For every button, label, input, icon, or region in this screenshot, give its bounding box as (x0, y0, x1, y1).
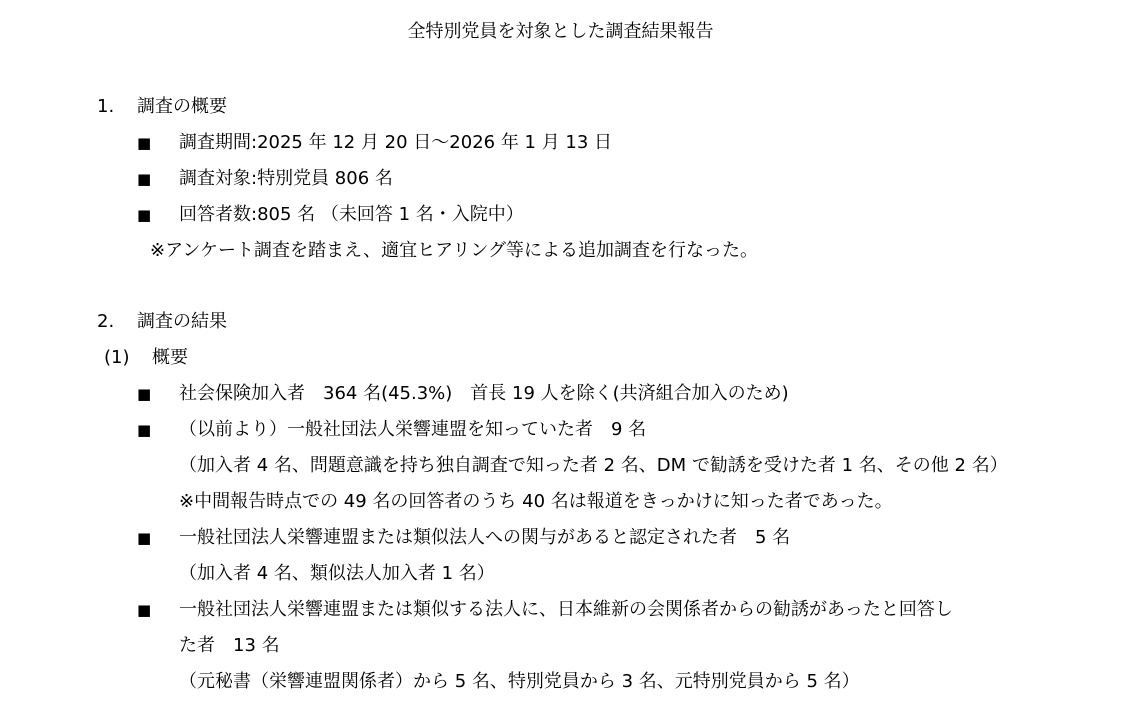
list-item (137, 382, 789, 406)
black-square-bullet-icon: ■ (137, 206, 152, 224)
black-square-bullet-icon: ■ (137, 134, 152, 152)
black-square-bullet-icon: ■ (137, 529, 152, 547)
section-title: 調査の概要 (137, 96, 227, 117)
black-square-bullet-icon: ■ (137, 421, 152, 439)
list-item-text: 一般社団法人栄響連盟または類似する法人に、日本維新の会関係者からの勧誘があったと回答し (179, 599, 953, 620)
section-number: 2. (97, 311, 115, 332)
subsection-heading (104, 346, 188, 370)
section-2-heading (97, 310, 227, 334)
section-note: ※アンケート調査を踏まえ、適宜ヒアリング等による追加調査を行なった。 (150, 240, 758, 261)
list-item (137, 598, 953, 622)
subsection-number: (1) (104, 347, 130, 368)
list-item-note: ※中間報告時点での 49 名の回答者のうち 40 名は報道をきっかけに知った者であった。 (179, 491, 893, 512)
list-item-continuation: （加入者 4 名、類似法人加入者 1 名） (179, 563, 495, 584)
black-square-bullet-icon: ■ (137, 601, 152, 619)
list-item-text: 調査対象:特別党員 806 名 (179, 168, 393, 189)
section-number: 1. (97, 96, 115, 117)
list-item-continuation: （加入者 4 名、問題意識を持ち独自調査で知った者 2 名、DM で勧誘を受けた者 1 名、その他 2 名） (179, 455, 1008, 476)
list-item (137, 167, 393, 191)
subsection-title: 概要 (152, 347, 188, 368)
list-item-text: 回答者数:805 名 （未回答 1 名・入院中） (179, 204, 524, 225)
list-item-text: （以前より）一般社団法人栄響連盟を知っていた者 9 名 (179, 419, 647, 440)
list-item-text: 社会保険加入者 364 名(45.3%) 首長 19 人を除く(共済組合加入のため) (179, 383, 789, 404)
list-item (137, 418, 646, 442)
document-title: 全特別党員を対象とした調査結果報告 (407, 21, 714, 42)
list-item-continuation: た者 13 名 (179, 635, 280, 656)
black-square-bullet-icon: ■ (137, 385, 152, 403)
section-title: 調査の結果 (137, 311, 227, 332)
list-item (137, 203, 524, 227)
black-square-bullet-icon: ■ (137, 170, 152, 188)
list-item-continuation: （元秘書（栄響連盟関係者）から 5 名、特別党員から 3 名、元特別党員から 5 名） (179, 671, 860, 692)
list-item (137, 526, 790, 550)
list-item (137, 131, 612, 155)
section-1-heading (97, 95, 227, 119)
list-item-text: 調査期間:2025 年 12 月 20 日～2026 年 1 月 13 日 (179, 132, 613, 153)
list-item-text: 一般社団法人栄響連盟または類似法人への関与があると認定された者 5 名 (179, 527, 791, 548)
